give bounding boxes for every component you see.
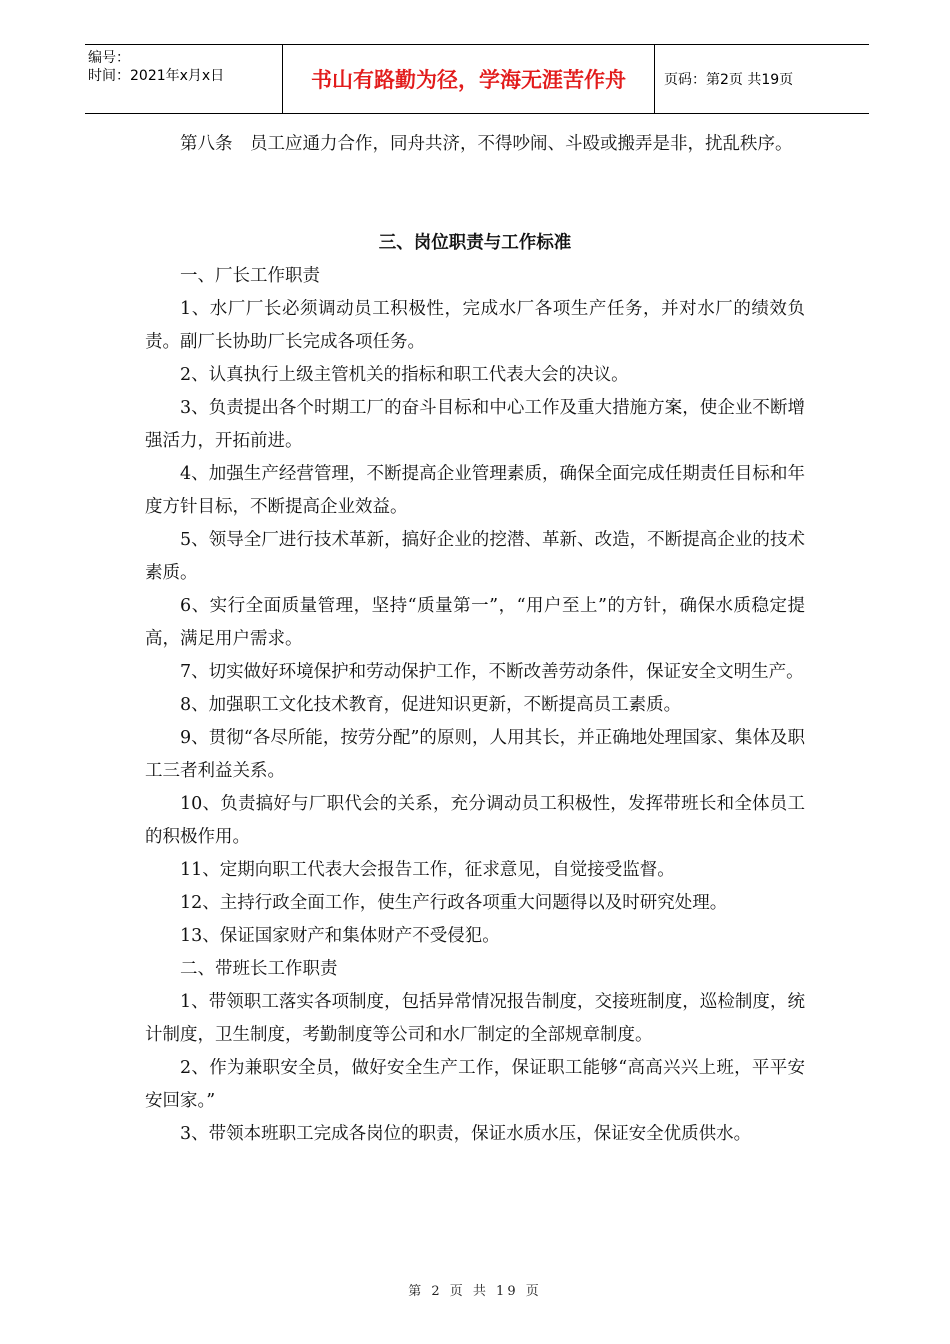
header-meta <box>85 45 282 113</box>
subsection-heading: 二、带班长工作职责 <box>180 959 338 979</box>
list-item: 9、贯彻“各尽所能，按劳分配”的原则，人用其长，并正确地处理国家、集体及职工三者利益关系。 <box>145 728 805 781</box>
list-item: 11、定期向职工代表大会报告工作，征求意见，自觉接受监督。 <box>180 860 675 880</box>
blank-space <box>145 161 805 227</box>
article-paragraph: 第八条 员工应通力合作，同舟共济，不得吵闹、斗殴或搬弄是非，扰乱秩序。 <box>180 134 793 154</box>
list-item: 2、认真执行上级主管机关的指标和职工代表大会的决议。 <box>180 365 629 385</box>
document-number-label: 编号： <box>88 50 130 66</box>
document-body <box>145 128 805 1151</box>
page-header <box>85 44 869 114</box>
subsection-heading: 一、厂长工作职责 <box>180 266 320 286</box>
list-item: 1、水厂厂长必须调动员工积极性，完成水厂各项生产任务，并对水厂的绩效负责。副厂长协助厂长完成各项任务。 <box>145 299 805 352</box>
section-heading: 三、岗位职责与工作标准 <box>378 233 572 253</box>
list-item: 4、加强生产经营管理，不断提高企业管理素质，确保全面完成任期责任目标和年度方针目标，不断提高企业效益。 <box>145 464 805 517</box>
list-item: 1、带领职工落实各项制度，包括异常情况报告制度，交接班制度，巡检制度，统计制度，卫生制度，考勤制度等公司和水厂制定的全部规章制度。 <box>145 992 805 1045</box>
list-item: 2、作为兼职安全员，做好安全生产工作，保证职工能够“高高兴兴上班，平平安安回家。” <box>145 1058 805 1111</box>
list-item: 3、带领本班职工完成各岗位的职责，保证水质水压，保证安全优质供水。 <box>180 1124 752 1144</box>
list-item: 5、领导全厂进行技术革新，搞好企业的挖潜、革新、改造，不断提高企业的技术素质。 <box>145 530 805 583</box>
header-motto: 书山有路勤为径，学海无涯苦作舟 <box>282 45 655 113</box>
header-page-number: 页码：第2页 共19页 <box>664 72 794 88</box>
list-item: 7、切实做好环境保护和劳动保护工作，不断改善劳动条件，保证安全文明生产。 <box>180 662 804 682</box>
list-item: 3、负责提出各个时期工厂的奋斗目标和中心工作及重大措施方案，使企业不断增强活力，开拓前进。 <box>145 398 805 451</box>
list-item: 13、保证国家财产和集体财产不受侵犯。 <box>180 926 500 946</box>
list-item: 10、负责搞好与厂职代会的关系，充分调动员工积极性，发挥带班长和全体员工的积极作用。 <box>145 794 805 847</box>
list-item: 8、加强职工文化技术教育，促进知识更新，不断提高员工素质。 <box>180 695 682 715</box>
document-date: 时间：2021年x月x日 <box>88 68 225 84</box>
list-item: 6、实行全面质量管理，坚持“质量第一”，“用户至上”的方针，确保水质稳定提高，满足用户需求。 <box>145 596 805 649</box>
page-footer: 第 2 页 共 19 页 <box>408 1284 542 1299</box>
list-item: 12、主持行政全面工作，使生产行政各项重大问题得以及时研究处理。 <box>180 893 728 913</box>
